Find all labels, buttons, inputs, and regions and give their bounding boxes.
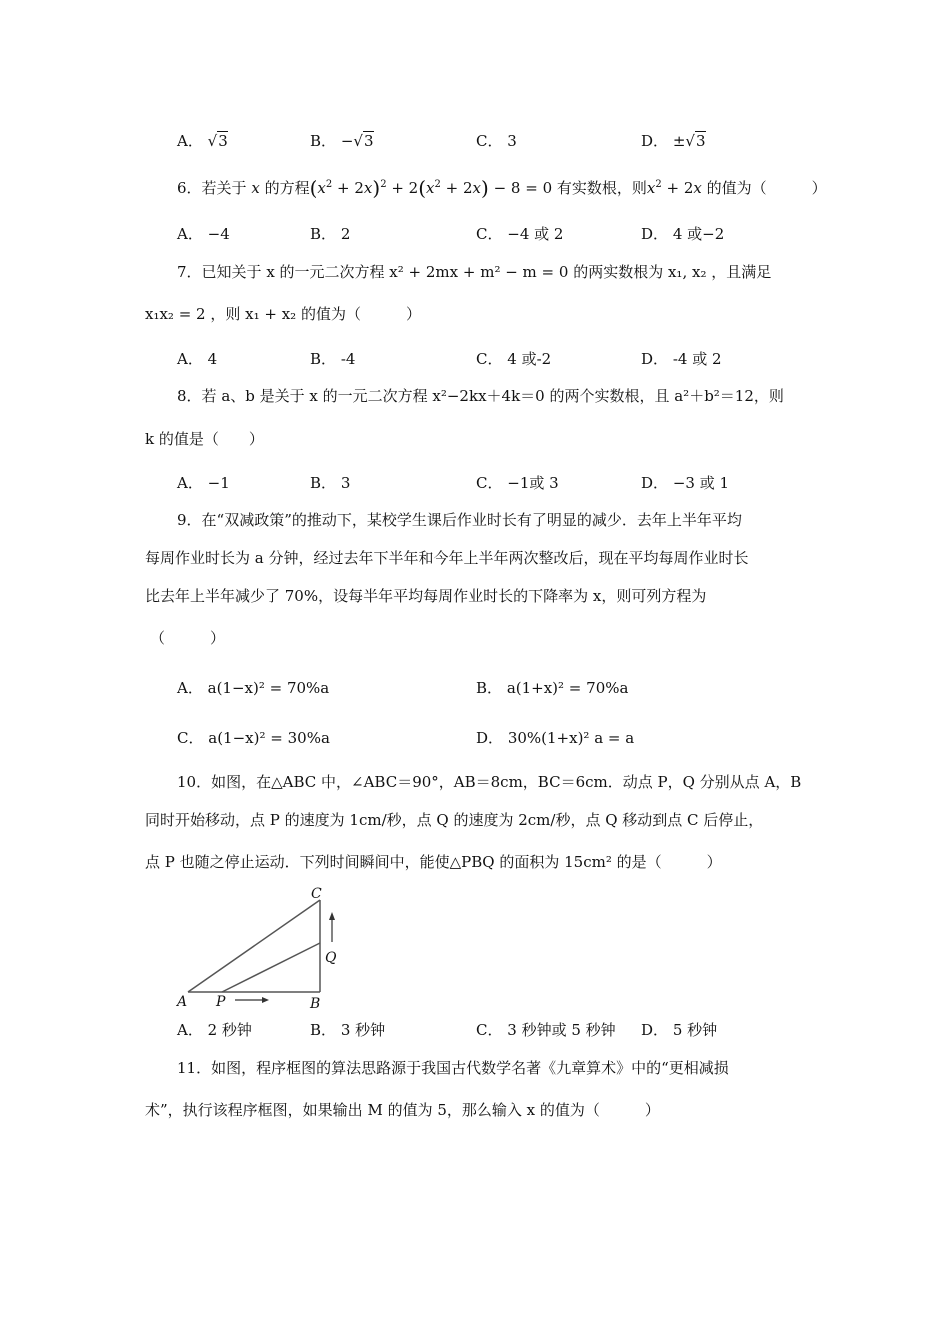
q7-option-c: C． 4 或-2: [476, 350, 552, 368]
q8-option-d: D． −3 或 1: [641, 474, 730, 492]
q6-option-b: B． 2: [310, 225, 351, 243]
q10-stem-line1: 10．如图，在△ABC 中，∠ABC＝90°，AB＝8cm，BC＝6cm．动点 P，Q 分别从点 A，B: [177, 773, 802, 791]
segment-pq: [222, 943, 320, 992]
q8-stem-line2: k 的值是（ ）: [145, 430, 264, 448]
q9-option-a: A． a(1−x)² = 70%a: [177, 679, 330, 697]
q9-stem-line4: （ ）: [150, 629, 226, 647]
q10-stem-line2: 同时开始移动，点 P 的速度为 1cm/秒，点 Q 的速度为 2cm/秒，点 Q 移动到点 C 后停止，: [145, 811, 764, 829]
q8-stem-line1: 8．若 a、b 是关于 x 的一元二次方程 x²−2kx＋4k＝0 的两个实数根，且 a²＋b²＝12，则: [177, 387, 784, 405]
arrowhead-up-icon: [329, 912, 335, 920]
q8-option-b: B． 3: [310, 474, 351, 492]
label-p: P: [216, 994, 226, 1010]
q9-stem-line2: 每周作业时长为 a 分钟，经过去年下半年和今年上半年两次整改后，现在平均每周作业时长: [145, 549, 749, 567]
q10-triangle-figure: [170, 880, 350, 1012]
label-q: Q: [325, 950, 337, 966]
q9-option-d: D． 30%(1+x)² a = a: [476, 729, 635, 747]
q10-option-d: D． 5 秒钟: [641, 1021, 718, 1039]
label-b: B: [310, 996, 321, 1012]
q9-stem-line1: 9．在“双减政策”的推动下，某校学生课后作业时长有了明显的减少．去年上半年平均: [177, 511, 742, 529]
segment-ac: [188, 900, 320, 992]
q5-option-b: B． −√3: [310, 132, 374, 150]
q10-stem-line3: 点 P 也随之停止运动．下列时间瞬间中，能使△PBQ 的面积为 15cm² 的是（ ）: [145, 853, 722, 871]
q6-option-d: D． 4 或−2: [641, 225, 725, 243]
q10-option-c: C． 3 秒钟或 5 秒钟: [476, 1021, 616, 1039]
q7-option-d: D． -4 或 2: [641, 350, 722, 368]
q5-option-c: C． 3: [476, 132, 517, 150]
q11-stem-line1: 11．如图，程序框图的算法思路源于我国古代数学名著《九章算术》中的“更相减损: [177, 1059, 729, 1077]
q9-option-b: B． a(1+x)² = 70%a: [476, 679, 629, 697]
arrowhead-right-icon: [262, 997, 269, 1003]
q7-option-a: A． 4: [177, 350, 218, 368]
label-a: A: [177, 994, 188, 1010]
q5-option-d: D． ±√3: [641, 132, 706, 150]
q5-option-a: A． √3: [177, 132, 228, 150]
q8-option-a: A． −1: [177, 474, 230, 492]
q6-option-c: C． −4 或 2: [476, 225, 564, 243]
q7-stem-line2: x₁x₂ = 2 ，则 x₁ + x₂ 的值为（ ）: [145, 305, 421, 323]
q7-option-b: B． -4: [310, 350, 356, 368]
q6-option-a: A． −4: [177, 225, 230, 243]
q7-stem-line1: 7．已知关于 x 的一元二次方程 x² + 2mx + m² − m = 0 的两实数根为 x₁, x₂ ，且满足: [177, 263, 772, 281]
q9-option-c: C． a(1−x)² = 30%a: [177, 729, 330, 747]
q8-option-c: C． −1或 3: [476, 474, 559, 492]
q9-stem-line3: 比去年上半年减少了 70%，设每半年平均每周作业时长的下降率为 x，则可列方程为: [145, 587, 707, 605]
q11-stem-line2: 术”，执行该程序框图，如果输出 M 的值为 5，那么输入 x 的值为（ ）: [145, 1101, 660, 1119]
q10-option-a: A． 2 秒钟: [177, 1021, 252, 1039]
q10-option-b: B． 3 秒钟: [310, 1021, 386, 1039]
q6-stem: 6．若关于 x 的方程$(x^2 + 2x)^2 + 2(x^2 + 2x) - 8 = 0$ 有实数根，则$x^2 + 2x$ 的值为（ ）: [177, 176, 827, 200]
label-c: C: [311, 886, 322, 902]
